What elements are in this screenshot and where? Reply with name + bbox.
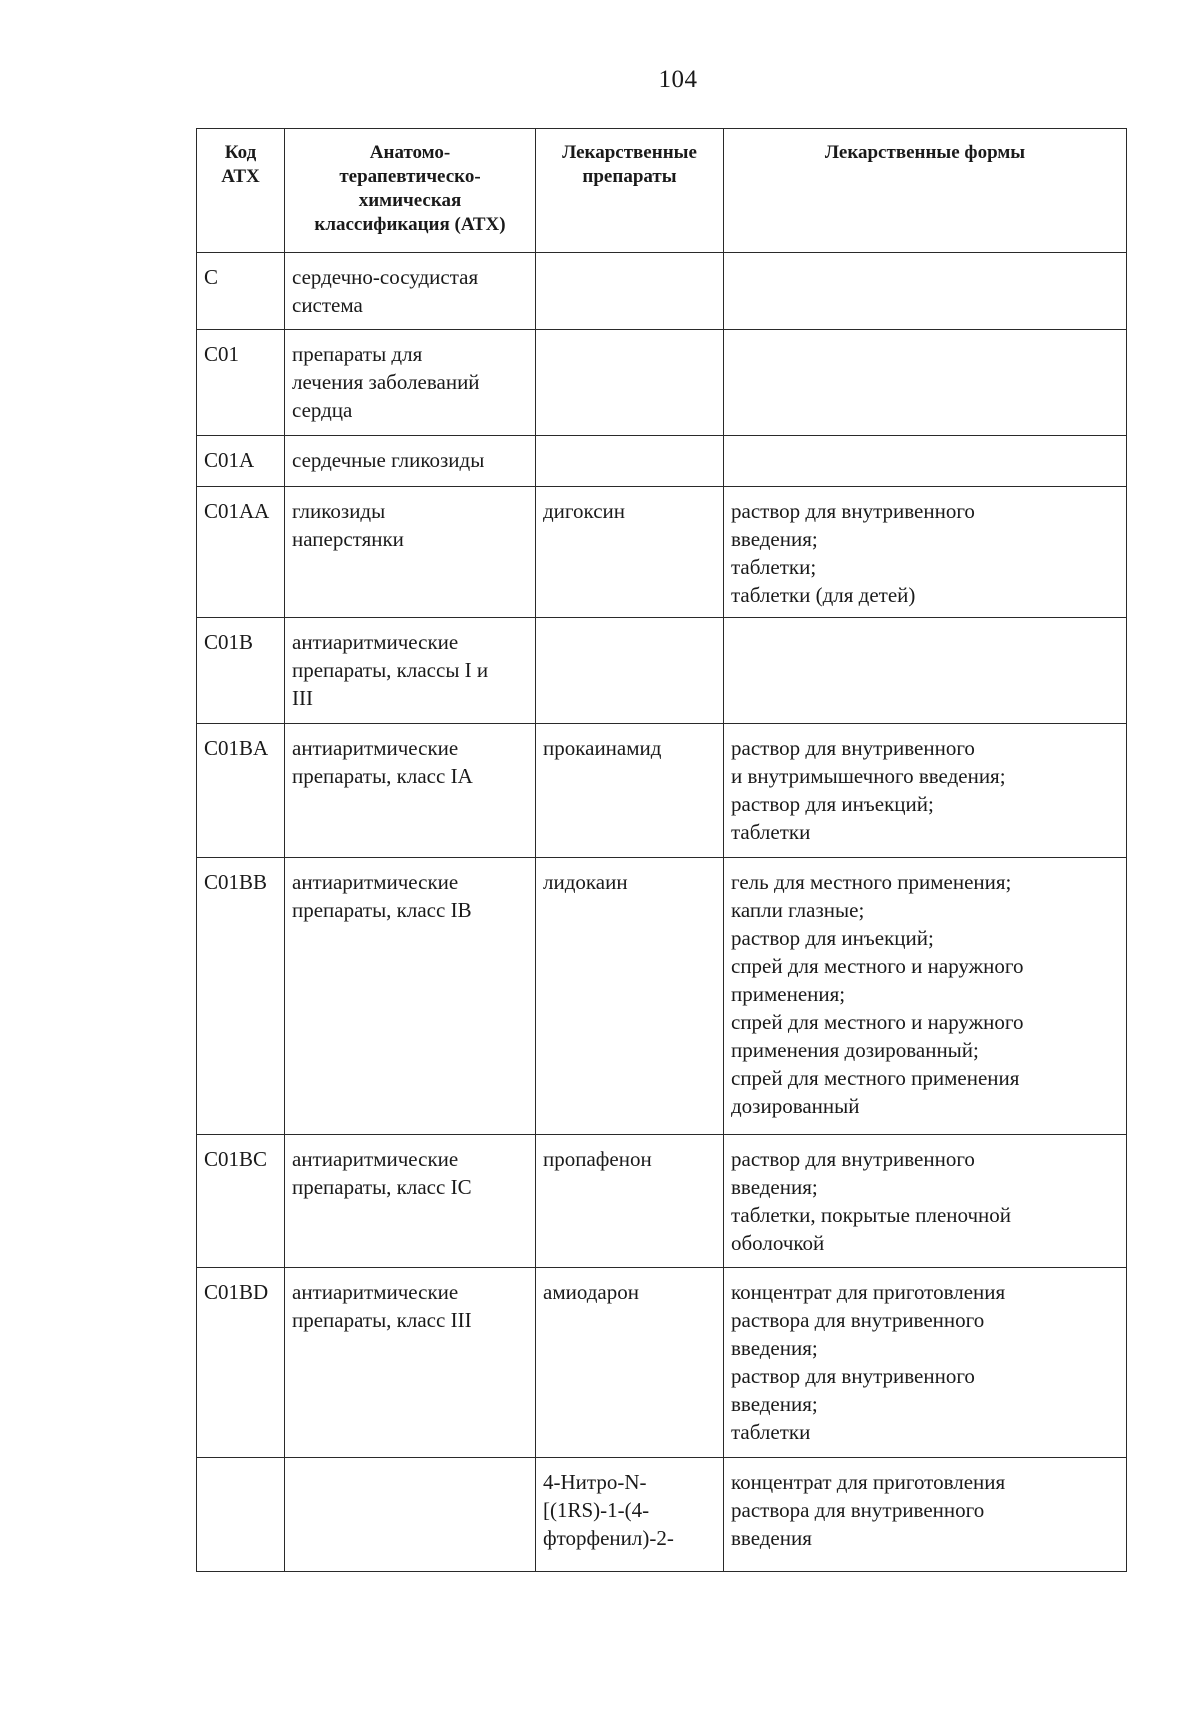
table-row [197, 1268, 1127, 1458]
header-atc-classification: Анатомо- терапевтическо- химическая классификация (АТХ) [285, 129, 536, 253]
cell-forms: концентрат для приготовления раствора для внутривенного введения; раствор для внутривенного введения; таблетки [724, 1268, 1127, 1458]
table-row [197, 487, 1127, 618]
cell-classification [285, 1458, 536, 1572]
cell-classification: антиаритмические препараты, класс IA [285, 724, 536, 858]
cell-forms [724, 330, 1127, 436]
cell-code: C01AA [197, 487, 285, 618]
table-row [197, 330, 1127, 436]
cell-forms: концентрат для приготовления раствора для внутривенного введения [724, 1458, 1127, 1572]
cell-code: C01B [197, 618, 285, 724]
table-header-row [197, 129, 1127, 253]
cell-code: C01BA [197, 724, 285, 858]
cell-drug [536, 618, 724, 724]
cell-code: C01A [197, 436, 285, 487]
cell-forms [724, 436, 1127, 487]
cell-code: C01BB [197, 858, 285, 1135]
cell-drug: амиодарон [536, 1268, 724, 1458]
table-row [197, 618, 1127, 724]
cell-code [197, 1458, 285, 1572]
page-number: 104 [658, 66, 698, 93]
cell-classification: антиаритмические препараты, класс IC [285, 1135, 536, 1268]
cell-drug: 4-Нитро-N- [(1RS)-1-(4- фторфенил)-2- [536, 1458, 724, 1572]
cell-code: C [197, 253, 285, 330]
table-row [197, 436, 1127, 487]
table-row [197, 1135, 1127, 1268]
header-dosage-forms: Лекарственные формы [724, 129, 1127, 253]
table-row [197, 724, 1127, 858]
cell-classification: сердечно-сосудистая система [285, 253, 536, 330]
cell-code: C01BD [197, 1268, 285, 1458]
cell-forms [724, 618, 1127, 724]
cell-classification: антиаритмические препараты, классы I и III [285, 618, 536, 724]
cell-drug: лидокаин [536, 858, 724, 1135]
cell-forms: раствор для внутривенного введения; таблетки, покрытые пленочной оболочкой [724, 1135, 1127, 1268]
cell-forms [724, 253, 1127, 330]
cell-drug [536, 330, 724, 436]
cell-drug [536, 253, 724, 330]
table-row [197, 1458, 1127, 1572]
cell-classification: гликозиды наперстянки [285, 487, 536, 618]
table-row [197, 858, 1127, 1135]
cell-drug: дигоксин [536, 487, 724, 618]
atc-classification-table [196, 128, 1127, 1572]
cell-forms: гель для местного применения; капли глазные; раствор для инъекций; спрей для местного и наружного применения; спрей для местного и наружного применения дозированный; спрей для местного применения дозированный [724, 858, 1127, 1135]
cell-code: C01BC [197, 1135, 285, 1268]
cell-code: C01 [197, 330, 285, 436]
cell-drug: прокаинамид [536, 724, 724, 858]
cell-drug: пропафенон [536, 1135, 724, 1268]
cell-classification: антиаритмические препараты, класс III [285, 1268, 536, 1458]
cell-classification: антиаритмические препараты, класс IB [285, 858, 536, 1135]
cell-drug [536, 436, 724, 487]
header-drugs: Лекарственные препараты [536, 129, 724, 253]
cell-forms: раствор для внутривенного и внутримышечного введения; раствор для инъекций; таблетки [724, 724, 1127, 858]
cell-forms: раствор для внутривенного введения; таблетки; таблетки (для детей) [724, 487, 1127, 618]
cell-classification: сердечные гликозиды [285, 436, 536, 487]
table-row [197, 253, 1127, 330]
cell-classification: препараты для лечения заболеваний сердца [285, 330, 536, 436]
header-atc-code: Код АТХ [197, 129, 285, 253]
